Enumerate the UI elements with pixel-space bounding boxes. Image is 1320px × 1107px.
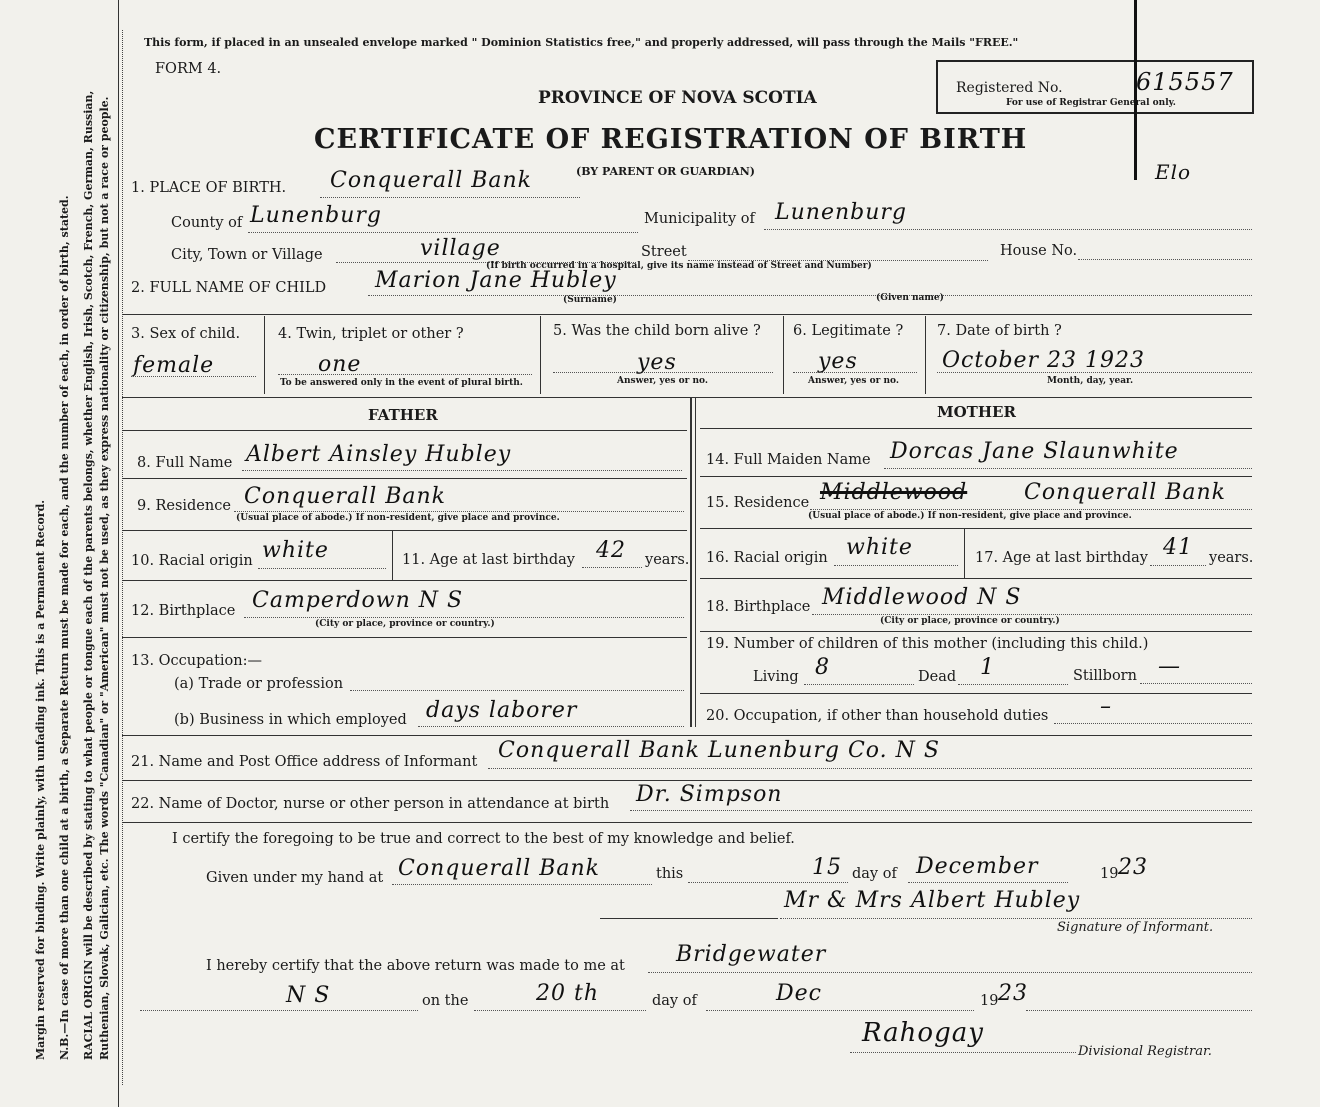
- registered-number-label: Registered No.: [956, 80, 1063, 96]
- surname-note: (Surname): [563, 295, 617, 305]
- sex-value: female: [133, 353, 215, 378]
- county-label: County of: [171, 215, 243, 231]
- mother-name-label: 14. Full Maiden Name: [706, 452, 871, 468]
- informant-signature: Mr & Mrs Albert Hubley: [784, 888, 1081, 913]
- given-year-value: 23: [1118, 855, 1148, 880]
- return-day-value: 20 th: [536, 981, 599, 1006]
- mother-residence-struck: Middlewood: [820, 480, 968, 505]
- given-year-prefix: 19: [1100, 866, 1119, 882]
- form-number: FORM 4.: [155, 61, 222, 77]
- province-title: PROVINCE OF NOVA SCOTIA: [538, 88, 817, 108]
- municipality-label: Municipality of: [644, 211, 755, 227]
- doctor-label: 22. Name of Doctor, nurse or other person in attendance at birth: [131, 796, 610, 812]
- occupation-label: 13. Occupation:—: [131, 653, 262, 669]
- hospital-note: (If birth occurred in a hospital, give its name instead of Street and Number): [486, 261, 872, 271]
- return-province-value: N S: [286, 983, 331, 1008]
- binding-margin-rule: [118, 0, 119, 1107]
- margin-note-2: N.B.—In case of more than one child at a birth, a Separate Return must be made for each, and the number of each, in order of birth, stated.: [58, 195, 71, 1060]
- living-value: 8: [815, 655, 830, 680]
- twin-label: 4. Twin, triplet or other ?: [278, 326, 464, 342]
- mother-residence-label: 15. Residence: [706, 495, 810, 511]
- given-day-of-label: day of: [852, 866, 897, 882]
- return-month-value: Dec: [776, 981, 822, 1006]
- born-alive-label: 5. Was the child born alive ?: [553, 323, 761, 339]
- municipality-value: Lunenburg: [775, 200, 907, 225]
- registered-number-note: For use of Registrar General only.: [1006, 98, 1176, 108]
- given-month-value: December: [916, 854, 1039, 879]
- father-age-value: 42: [596, 538, 626, 563]
- mother-race-label: 16. Racial origin: [706, 550, 828, 566]
- child-name-value: Marion Jane Hubley: [375, 268, 617, 293]
- date-of-birth-label: 7. Date of birth ?: [937, 323, 1062, 339]
- margin-note-4: Ruthenian, Slovak, Galician, etc. The words "Canadian" or "American" must not be used, as they express nationality or citizenship, but not a race or people.: [98, 96, 111, 1060]
- city-label: City, Town or Village: [171, 247, 323, 263]
- mother-race-value: white: [846, 535, 913, 560]
- place-of-birth-value: Conquerall Bank: [330, 168, 532, 193]
- given-under-hand-label: Given under my hand at: [206, 870, 384, 886]
- binding-margin: [0, 0, 120, 1107]
- certificate-title: CERTIFICATE OF REGISTRATION OF BIRTH: [314, 124, 1028, 155]
- city-value: village: [420, 236, 501, 261]
- binding-margin-dotted-rule: [122, 30, 123, 1085]
- legitimate-label: 6. Legitimate ?: [793, 323, 904, 339]
- given-place-value: Conquerall Bank: [398, 856, 600, 881]
- father-age-label: 11. Age at last birthday: [402, 552, 575, 568]
- mother-age-years: years.: [1209, 550, 1254, 566]
- father-name-label: 8. Full Name: [137, 455, 233, 471]
- date-of-birth-value: October 23 1923: [942, 348, 1146, 373]
- born-alive-note: Answer, yes or no.: [617, 376, 708, 386]
- mail-notice: This form, if placed in an unsealed envelope marked " Dominion Statistics free," and properly addressed, will pass through the Mails "FREE.": [144, 36, 1019, 49]
- mother-occupation-label: 20. Occupation, if other than household duties: [706, 708, 1049, 724]
- mother-occupation-value: –: [1100, 694, 1112, 719]
- father-age-years: years.: [645, 552, 690, 568]
- father-name-value: Albert Ainsley Hubley: [246, 442, 512, 467]
- date-of-birth-note: Month, day, year.: [1047, 376, 1134, 386]
- twin-value: one: [318, 352, 362, 377]
- children-count-label: 19. Number of children of this mother (including this child.): [706, 636, 1149, 652]
- father-residence-value: Conquerall Bank: [244, 484, 446, 509]
- father-birthplace-value: Camperdown N S: [252, 588, 464, 613]
- father-residence-note: (Usual place of abode.) If non-resident, give place and province.: [236, 513, 560, 523]
- mother-birthplace-value: Middlewood N S: [822, 585, 1022, 610]
- mother-name-value: Dorcas Jane Slaunwhite: [890, 439, 1179, 464]
- place-of-birth-label: 1. PLACE OF BIRTH.: [131, 180, 287, 196]
- mother-heading: MOTHER: [937, 403, 1016, 421]
- on-the-label: on the: [422, 993, 469, 1009]
- registrar-caption: Divisional Registrar.: [1078, 1044, 1212, 1059]
- child-name-label: 2. FULL NAME OF CHILD: [131, 280, 327, 296]
- father-race-value: white: [262, 538, 329, 563]
- mother-residence-note: (Usual place of abode.) If non-resident, give place and province.: [808, 511, 1132, 521]
- father-birthplace-label: 12. Birthplace: [131, 603, 236, 619]
- dead-label: Dead: [918, 669, 957, 685]
- father-race-label: 10. Racial origin: [131, 553, 253, 569]
- registrar-check-stroke: [1134, 0, 1137, 180]
- mother-birthplace-label: 18. Birthplace: [706, 599, 811, 615]
- legitimate-note: Answer, yes or no.: [808, 376, 899, 386]
- return-day-of-label: day of: [652, 993, 697, 1009]
- informant-address-label: 21. Name and Post Office address of Informant: [131, 754, 478, 770]
- occupation-trade-label: (a) Trade or profession: [174, 676, 344, 692]
- occupation-business-value: days laborer: [426, 698, 578, 723]
- stillborn-label: Stillborn: [1073, 668, 1137, 684]
- street-label: Street: [641, 244, 687, 260]
- certification-statement: I certify the foregoing to be true and correct to the best of my knowledge and belief.: [172, 831, 795, 847]
- father-heading: FATHER: [368, 406, 438, 424]
- informant-signature-caption: Signature of Informant.: [1057, 920, 1214, 935]
- twin-note: To be answered only in the event of plural birth.: [280, 378, 523, 388]
- born-alive-value: yes: [637, 350, 677, 375]
- given-day-value: 15: [812, 855, 842, 880]
- stillborn-value: —: [1158, 654, 1181, 679]
- doctor-value: Dr. Simpson: [636, 782, 783, 807]
- return-place-value: Bridgewater: [676, 942, 827, 967]
- mother-birthplace-note: (City or place, province or country.): [880, 616, 1060, 626]
- corner-mark: Elo: [1155, 160, 1192, 184]
- return-certify-label: I hereby certify that the above return was made to me at: [206, 958, 625, 974]
- informant-address-value: Conquerall Bank Lunenburg Co. N S: [498, 738, 940, 763]
- house-number-label: House No.: [1000, 243, 1078, 259]
- registrar-signature: Rahogay: [862, 1018, 984, 1048]
- dead-value: 1: [980, 655, 995, 680]
- county-value: Lunenburg: [250, 203, 382, 228]
- this-label: this: [656, 866, 684, 882]
- sex-label: 3. Sex of child.: [131, 326, 241, 342]
- margin-note-3: RACIAL ORIGIN will be described by stating to what people or tongue each of the parents belongs, whether English, Irish, Scotch, French, German, Russian,: [82, 90, 95, 1060]
- registered-number-box: [936, 60, 1254, 114]
- mother-age-value: 41: [1163, 535, 1193, 560]
- margin-note-1: Margin reserved for binding. Write plainly, with unfading ink. This is a Permanent Record.: [34, 499, 47, 1060]
- registered-number-value: 615557: [1136, 68, 1234, 96]
- legitimate-value: yes: [818, 349, 858, 374]
- mother-age-label: 17. Age at last birthday: [975, 550, 1148, 566]
- father-birthplace-note: (City or place, province or country.): [315, 619, 495, 629]
- occupation-business-label: (b) Business in which employed: [174, 712, 407, 728]
- return-year-prefix: 19: [980, 993, 999, 1009]
- return-year-value: 23: [998, 981, 1028, 1006]
- certificate-subtitle: (BY PARENT OR GUARDIAN): [576, 165, 755, 178]
- mother-residence-value: Conquerall Bank: [1024, 480, 1226, 505]
- living-label: Living: [753, 669, 799, 685]
- given-name-note: (Given name): [876, 293, 944, 303]
- father-residence-label: 9. Residence: [137, 498, 231, 514]
